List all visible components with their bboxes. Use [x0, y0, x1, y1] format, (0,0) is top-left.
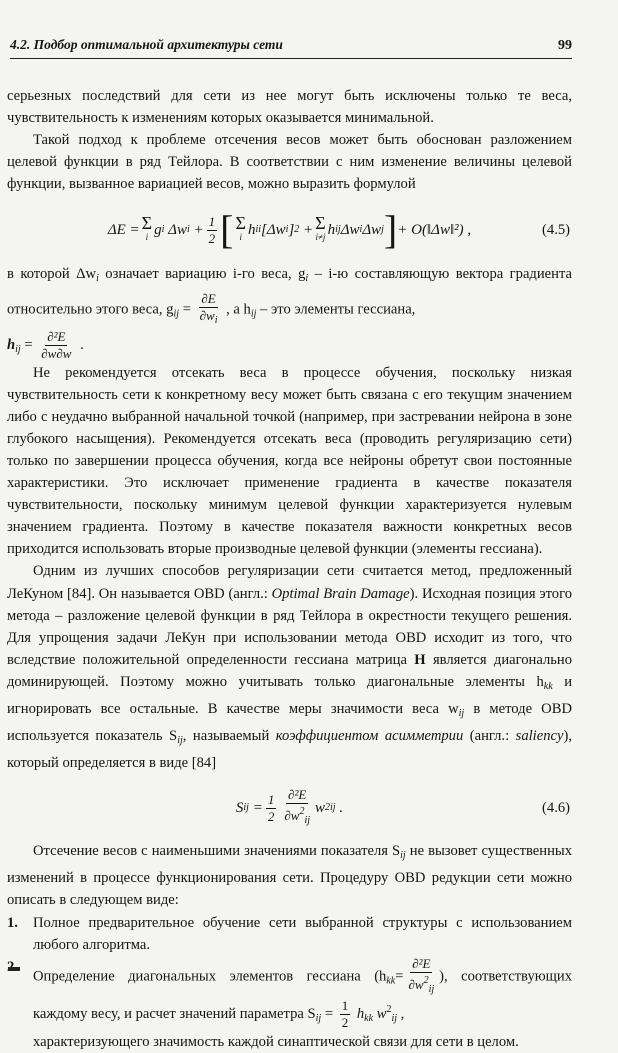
equation-4-5-formula: ΔE = Σ i g i Δw i + $\frac{1}{2}$ [ Σ i h ii [Δw i ] 2 + Σ i≠j h ij Δw i Δw j ] + O(‖Δw‖²) , — [107, 207, 472, 253]
margin-mark — [8, 967, 20, 971]
equation-4-6-formula: S ij = $\frac{1}{2}$ $\frac{\text{∂²E}}{\partial w^2_{ij}}$ w 2 ij . — [235, 787, 344, 827]
list-item-2: Определение диагональных элементов гессиана ($h_{kk}=$ $\frac{\text{∂²E}}{\partial w^2_{ij}}$ ), соответствующих каждому весу, и расчет значений параметра $S_{ij}$ = $\frac{1}{2}$ $h_{kk}$ $w^2_{ij}$ , характеризующего значимость каждой синаптической связи для сети в целом. — [33, 955, 572, 1050]
eq-sum-3: Σ i≠j — [315, 213, 326, 243]
equation-4-5 — [7, 199, 572, 261]
eq-sum-1: Σ i — [141, 213, 153, 243]
section-title: 4.2. Подбор оптимальной архитектуры сети — [10, 37, 283, 52]
paragraph-6: Отсечение весов с наименьшими значениями показателя $S_{ij}$ не вызовет существенных изменений в процессе функционирования сети. Процедуру OBD редукции сети можно описать в следующем виде: — [7, 843, 572, 909]
eq-half: $\frac{1}{2}$ — [208, 213, 216, 246]
running-header — [10, 37, 572, 59]
equation-number: (4.6) — [542, 800, 570, 817]
paragraph-1: серьезных последствий для сети из нее могут быть исключены только те веса, чувствительность к изменениям которых оказывается минимальной. — [7, 88, 572, 127]
paragraph-2: Такой подход к проблеме отсечения весов может быть обоснован разложением целевой функции в ряд Тейлора. В соответствии с ним изменение величины целевой функции, вызванное вариацией весов, можно выразить формулой — [7, 132, 572, 193]
paragraph-3: в которой $\Delta w_i$ означает вариацию i-го веса, $g_i - i-ю$ составляющую вектора градиента относительно этого веса, $g_{ij}$ = $\frac{\partial E}{\partial w_i}$ , а $h_{ij}$ – это элементы гессиана, $h_{ij}$ = $\frac{\text{∂²E}}{\partial w\partial w}$ . — [7, 266, 572, 361]
gradient-fraction: $\frac{\partial E}{\partial w_i}$ — [199, 290, 218, 326]
equation-number: (4.5) — [542, 222, 570, 239]
paragraph-4: Не рекомендуется отсекать веса в процессе обучения, поскольку низкая чувствительность сети к конкретному весу может быть связана с его текущим значением либо с неудачно выбранной начальной точкой (например, при застревании нейрона в зоне глубокого насыщения). Рекомендуется отсекать веса (проводить регуляризацию сети) только по завершении процесса обучения, когда все нейроны обретут свои постоянные характеристики. Это исключает применение градиента в качестве показателя чувствительности, поскольку минимум целевой функции характеризуется нулевым значением градиента. Поэтому в качестве показателя важности конкретных весов приходится использовать вторые производные целевой функции (элементы гессиана). — [7, 364, 572, 558]
list-item-1: 1. Полное предварительное обучение сети выбранной структуры с использованием любого алгоритма. — [7, 914, 572, 953]
page-number: 99 — [558, 38, 572, 53]
hessian-fraction: $\frac{\text{∂²E}}{\partial w\partial w}$ — [41, 328, 72, 361]
equation-4-6 — [7, 782, 572, 834]
paragraph-5: Одним из лучших способов регуляризации сети считается метод, предложенный ЛеКуном [84]. Он называется OBD (англ.: Optimal Brain Damage). Исходная позиция этого метода – разложение целевой функции в ряд Тейлора в окрестности текущего решения. Для упрощения задачи ЛеКун при использовании метода OBD исходит из того, что вследствие положительной определенности гессиана матрица H является диагонально доминирующей. Поэтому можно учитывать только диагональные элементы $h_{kk}$ и игнорировать все остальные. В качестве меры значимости веса $w_{ij}$ в методе OBD используется показатель $S_{ij}$, называемый коэффициентом асимметрии (англ.: saliency), который определяется в виде [84] — [7, 563, 573, 772]
eq-lhs: ΔE = — [107, 222, 140, 239]
eq-sum-2: Σ i — [235, 213, 246, 243]
page-body — [7, 85, 572, 1053]
